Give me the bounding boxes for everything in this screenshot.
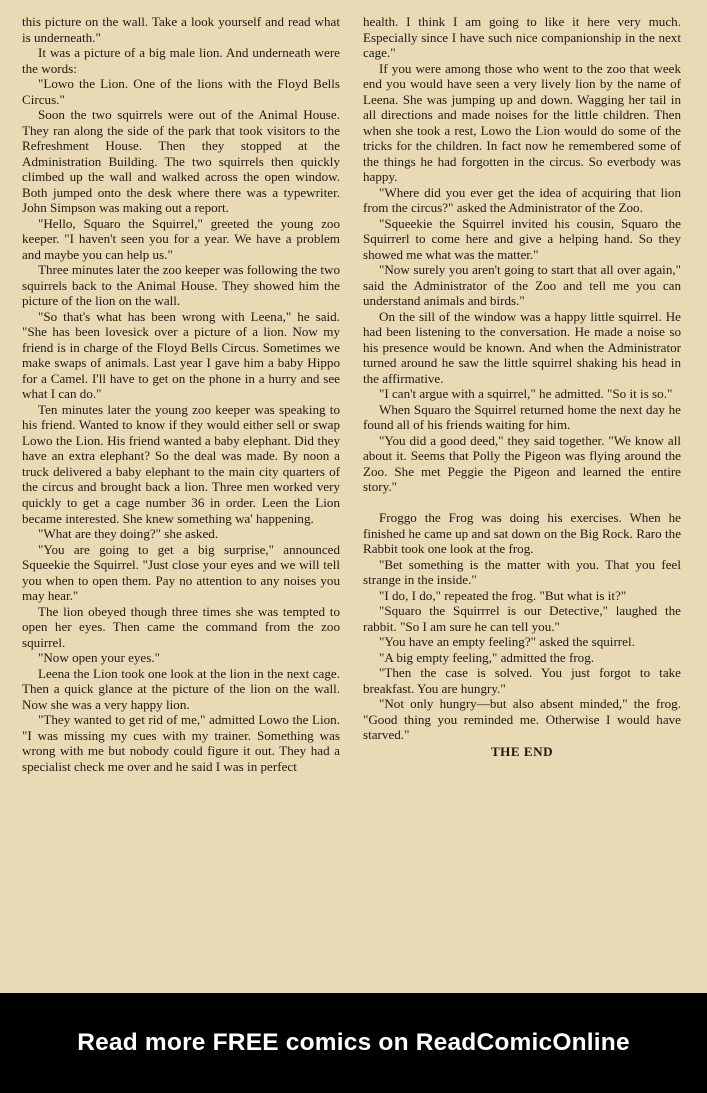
paragraph: health. I think I am going to like it here very much. Especially since I have such nice companionship in the next cage.": [363, 14, 681, 61]
paragraph: "You are going to get a big surprise," announced Squeekie the Squirrel. "Just close your eyes and we will tell you when to open them. Pay no attention to any noises you may hear.": [22, 541, 340, 604]
paragraph: "Squeekie the Squirrel invited his cousin, Squaro the Squirrerl to come here and give a helping hand. So they showed me what was the matter.": [363, 215, 681, 262]
paragraph: "What are they doing?" she asked.: [38, 526, 219, 542]
paragraph: "Now open your eyes.": [38, 650, 160, 666]
paragraph: The lion obeyed though three times she was tempted to open her eyes. Then came the command from the zoo squirrel.: [22, 603, 340, 650]
the-end-label: THE END: [490, 743, 554, 759]
paragraph: "Squaro the Squirrrel is our Detective," laughed the rabbit. "So I am sure he can tell you.": [363, 603, 681, 634]
paragraph: "Hello, Squaro the Squirrel," greeted the young zoo keeper. "I haven't seen you for a year. We have a problem and maybe you can help us.": [22, 215, 340, 262]
paragraph: "They wanted to get rid of me," admitted Lowo the Lion. "I was missing my cues with my trainer. Something was wrong with me but nobody could figure it out. They had a specialist check me over and he said I was in perfect: [22, 712, 340, 774]
left-text-column: [22, 14, 340, 774]
paragraph: When Squaro the Squirrel returned home the next day he found all of his friends waiting for him.: [363, 401, 681, 433]
paragraph: If you were among those who went to the zoo that week end you would have seen a very lively lion by the name of Leena. She was jumping up and down. Wagging her tail in all directions and made noises for the little children. Then when she took a rest, Lowo the Lion would do some of the tricks for the children. In fact now he remembered some of the things he had forgotten in the circus. So everbody was happy.: [363, 60, 681, 185]
paragraph: "You have an empty feeling?" asked the squirrel.: [379, 634, 635, 650]
paragraph: Ten minutes later the young zoo keeper was speaking to his friend. Wanted to know if they would either sell or swap Lowo the Lion. His friend wanted a baby elephant. Did they have an extra elephant? So the deal was made. By noon a truck delivered a baby elephant to the main city quarters of the circus and brought back a lion. Three men worked very quickly to get a cage number 36 in order. Leen the Lion became interested. She knew something wa' happening.: [22, 401, 340, 526]
paragraph: "So that's what has been wrong with Leena," he said. "She has been lovesick over a picture of a lion. Now my friend is in charge of the Floyd Bells Circus. Sometimes we make swaps of animals. Last year I gave him a baby Hippo for a Camel. I'll have to get on the phone in a hurry and see what I can do.": [22, 308, 340, 402]
paragraph: "Lowo the Lion. One of the lions with the Floyd Bells Circus.": [22, 76, 340, 107]
right-text-column: [363, 14, 681, 759]
paragraph: It was a picture of a big male lion. And underneath were the words:: [22, 45, 340, 76]
paragraph: Three minutes later the zoo keeper was following the two squirrels back to the Animal House. They showed him the picture of the lion on the wall.: [22, 262, 340, 309]
paragraph: "Bet something is the matter with you. That you feel strange in the inside.": [363, 556, 681, 588]
paragraph: "A big empty feeling," admitted the frog.: [379, 649, 595, 665]
paragraph: Soon the two squirrels were out of the Animal House. They ran along the side of the park that took visitors to the Refreshment House. Then they stopped at the Administration Building. The two squirrels then quickly climbed up the wall and walked across the open window. Both jumped onto the desk where there was a typewriter. John Simpson was making out a report.: [22, 107, 340, 216]
paragraph: "Where did you ever get the idea of acquiring that lion from the circus?" asked the Administrator of the Zoo.: [363, 184, 681, 216]
paragraph: "Then the case is solved. You just forgot to take breakfast. You are hungry.": [363, 665, 681, 696]
paragraph: "I do, I do," repeated the frog. "But what is it?": [379, 587, 627, 603]
paragraph: On the sill of the window was a happy little squirrel. He had been listening to the conversation. He made a noise so his presence would be known. And when the Administrator turned around he saw the little squirrel shaking his head in the affirmative.: [363, 308, 681, 386]
paragraph: "Now surely you aren't going to start that all over again," said the Administrator of the Zoo and tell me you can understand animals and birds.": [363, 262, 681, 309]
paragraph: "You did a good deed," they said together. "We know all about it. Seems that Polly the Pigeon was flying around the Zoo. She met Peggie the Pigeon and learned the entire story.": [363, 432, 681, 495]
paragraph: this picture on the wall. Take a look yourself and read what is underneath.": [22, 14, 340, 45]
paragraph: "Not only hungry—but also absent minded," the frog. "Good thing you reminded me. Otherwise I would have starved.": [363, 696, 681, 743]
paragraph: Leena the Lion took one look at the lion in the next cage. Then a quick glance at the picture of the lion on the wall. Now she was a very happy lion.: [22, 665, 340, 712]
paragraph: Froggo the Frog was doing his exercises. When he finished he came up and sat down on the Big Rock. Raro the Rabbit took one look at the frog.: [363, 509, 681, 557]
promo-banner[interactable]: [0, 993, 707, 1093]
promo-banner-text[interactable]: Read more FREE comics on ReadComicOnline: [77, 1029, 630, 1056]
paragraph: "I can't argue with a squirrel," he admitted. "So it is so.": [379, 386, 673, 402]
